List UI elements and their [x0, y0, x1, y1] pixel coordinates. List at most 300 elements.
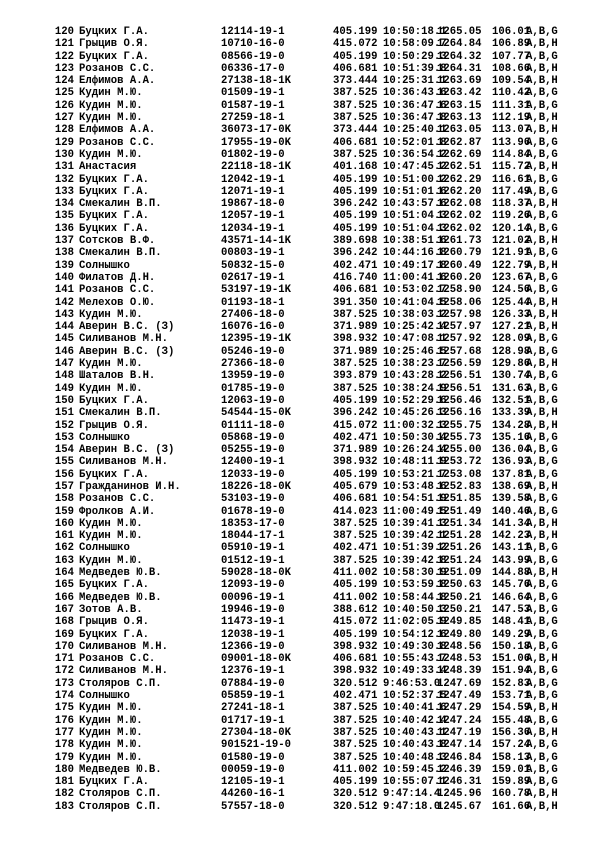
ring-number: 01111-18-0 — [221, 419, 285, 432]
fancier-name: Буцких Г.А. — [79, 579, 149, 592]
groups: A,B,H — [526, 38, 558, 51]
ring-number: 12105-19-1 — [221, 776, 285, 789]
distance-km: 389.698 — [333, 235, 378, 248]
coefficient: 136.04 — [492, 444, 531, 457]
coefficient: 128.98 — [492, 345, 531, 358]
result-row — [52, 616, 582, 628]
speed: 1253.08 — [437, 468, 482, 481]
result-row — [52, 629, 582, 641]
result-row — [52, 567, 582, 579]
groups: A,B,G — [526, 505, 558, 518]
arrival-time: 10:43:57.6 — [383, 198, 447, 211]
ring-number: 02617-19-1 — [221, 271, 285, 284]
ring-number: 18044-17-1 — [221, 530, 285, 543]
groups: A,B,G — [526, 739, 558, 752]
result-row — [52, 432, 582, 444]
arrival-time: 10:58:44.8 — [383, 591, 447, 604]
arrival-time: 10:53:02.7 — [383, 284, 447, 297]
arrival-time: 10:53:21.7 — [383, 468, 447, 481]
coefficient: 139.58 — [492, 493, 531, 506]
arrival-time: 10:47:08.1 — [383, 333, 447, 346]
arrival-time: 10:49:30.8 — [383, 640, 447, 653]
ring-number: 27138-18-1K — [221, 75, 291, 88]
groups: A,B,H — [526, 567, 558, 580]
fancier-name: Смекалин В.П. — [79, 247, 162, 260]
fancier-name: Столяров С.П. — [79, 788, 162, 801]
speed: 1260.20 — [437, 271, 482, 284]
coefficient: 121.02 — [492, 235, 531, 248]
ring-number: 19946-19-0 — [221, 603, 285, 616]
arrival-time: 10:39:42.1 — [383, 530, 447, 543]
groups: A,B,H — [526, 726, 558, 739]
fancier-name: Буцких Г.А. — [79, 222, 149, 235]
groups: A,B,G — [526, 50, 558, 63]
speed: 1247.24 — [437, 714, 482, 727]
result-row — [52, 100, 582, 112]
speed: 1263.15 — [437, 99, 482, 112]
fancier-name: Солнышко — [79, 259, 130, 272]
result-row — [52, 690, 582, 702]
place-number: 169 — [54, 628, 74, 641]
fancier-name: Солнышко — [79, 690, 130, 703]
arrival-time: 10:48:11.9 — [383, 456, 447, 469]
place-number: 179 — [54, 751, 74, 764]
ring-number: 08566-19-0 — [221, 50, 285, 63]
ring-number: 05868-19-0 — [221, 431, 285, 444]
speed: 1262.69 — [437, 148, 482, 161]
ring-number: 01580-19-0 — [221, 751, 285, 764]
result-row — [52, 420, 582, 432]
coefficient: 115.72 — [492, 161, 531, 174]
place-number: 154 — [54, 444, 74, 457]
ring-number: 22118-18-1K — [221, 161, 291, 174]
arrival-time: 10:58:30.9 — [383, 567, 447, 580]
groups: A,B,G — [526, 456, 558, 469]
fancier-name: Смекалин В.П. — [79, 198, 162, 211]
groups: A,B,G — [526, 431, 558, 444]
result-row — [52, 51, 582, 63]
coefficient: 126.33 — [492, 308, 531, 321]
ring-number: 09001-18-0K — [221, 653, 291, 666]
place-number: 132 — [54, 173, 74, 186]
ring-number: 27259-18-1 — [221, 112, 285, 125]
place-number: 141 — [54, 284, 74, 297]
fancier-name: Фролков А.И. — [79, 505, 156, 518]
arrival-time: 10:40:43.8 — [383, 739, 447, 752]
speed: 1245.67 — [437, 800, 482, 813]
ring-number: 12093-19-0 — [221, 579, 285, 592]
coefficient: 155.48 — [492, 714, 531, 727]
place-number: 151 — [54, 407, 74, 420]
fancier-name: Буцких Г.А. — [79, 50, 149, 63]
speed: 1262.20 — [437, 185, 482, 198]
place-number: 161 — [54, 530, 74, 543]
result-row — [52, 727, 582, 739]
distance-km: 405.199 — [333, 26, 378, 38]
groups: A,B,G — [526, 616, 558, 629]
speed: 1246.31 — [437, 776, 482, 789]
place-number: 171 — [54, 653, 74, 666]
speed: 1263.13 — [437, 112, 482, 125]
arrival-time: 11:00:49.5 — [383, 505, 447, 518]
ring-number: 01193-18-1 — [221, 296, 285, 309]
coefficient: 145.76 — [492, 579, 531, 592]
ring-number: 12114-19-1 — [221, 26, 285, 38]
place-number: 153 — [54, 431, 74, 444]
result-row — [52, 764, 582, 776]
groups: A,B,G — [526, 210, 558, 223]
groups: A,B,G — [526, 370, 558, 383]
place-number: 149 — [54, 382, 74, 395]
distance-km: 405.199 — [333, 173, 378, 186]
groups: A,B,H — [526, 235, 558, 248]
speed: 1252.83 — [437, 480, 482, 493]
coefficient: 120.14 — [492, 222, 531, 235]
distance-km: 396.242 — [333, 198, 378, 211]
place-number: 140 — [54, 271, 74, 284]
groups: A,B,G — [526, 690, 558, 703]
ring-number: 16076-16-0 — [221, 321, 285, 334]
arrival-time: 10:51:39.8 — [383, 62, 447, 75]
speed: 1264.84 — [437, 38, 482, 51]
coefficient: 131.63 — [492, 382, 531, 395]
ring-number: 27241-18-1 — [221, 702, 285, 715]
result-row — [52, 247, 582, 259]
speed: 1262.02 — [437, 210, 482, 223]
distance-km: 371.989 — [333, 321, 378, 334]
distance-km: 398.932 — [333, 640, 378, 653]
speed: 1248.53 — [437, 653, 482, 666]
distance-km: 411.002 — [333, 763, 378, 776]
arrival-time: 10:50:18.1 — [383, 26, 447, 38]
groups: A,B,G — [526, 333, 558, 346]
place-number: 136 — [54, 222, 74, 235]
place-number: 124 — [54, 75, 74, 88]
ring-number: 12366-19-0 — [221, 640, 285, 653]
ring-number: 12063-19-0 — [221, 394, 285, 407]
groups: A,B,G — [526, 542, 558, 555]
arrival-time: 10:49:17.8 — [383, 259, 447, 272]
result-row — [52, 260, 582, 272]
ring-number: 54544-15-0K — [221, 407, 291, 420]
fancier-name: Кудин М.Ю. — [79, 726, 143, 739]
groups: A,B,G — [526, 493, 558, 506]
groups: A,B,G — [526, 714, 558, 727]
distance-km: 393.879 — [333, 370, 378, 383]
ring-number: 01678-19-0 — [221, 505, 285, 518]
groups: A,B,G — [526, 628, 558, 641]
coefficient: 118.37 — [492, 198, 531, 211]
fancier-name: Розанов С.С. — [79, 284, 156, 297]
fancier-name: Кудин М.Ю. — [79, 112, 143, 125]
place-number: 166 — [54, 591, 74, 604]
speed: 1250.21 — [437, 591, 482, 604]
groups: A,B,G — [526, 284, 558, 297]
ring-number: 27304-18-0K — [221, 726, 291, 739]
arrival-time: 10:41:04.5 — [383, 296, 447, 309]
speed: 1251.85 — [437, 493, 482, 506]
coefficient: 129.86 — [492, 358, 531, 371]
speed: 1258.90 — [437, 284, 482, 297]
coefficient: 146.64 — [492, 591, 531, 604]
arrival-time: 10:53:48.6 — [383, 480, 447, 493]
speed: 1250.21 — [437, 603, 482, 616]
coefficient: 124.56 — [492, 284, 531, 297]
speed: 1251.09 — [437, 567, 482, 580]
arrival-time: 11:02:05.9 — [383, 616, 447, 629]
arrival-time: 10:55:43.7 — [383, 653, 447, 666]
speed: 1264.32 — [437, 50, 482, 63]
ring-number: 12071-19-1 — [221, 185, 285, 198]
place-number: 122 — [54, 50, 74, 63]
groups: A,B,H — [526, 308, 558, 321]
place-number: 182 — [54, 788, 74, 801]
speed: 1247.29 — [437, 702, 482, 715]
ring-number: 12395-19-1K — [221, 333, 291, 346]
result-row — [52, 407, 582, 419]
result-row — [52, 788, 582, 800]
groups: A,B,H — [526, 653, 558, 666]
coefficient: 107.77 — [492, 50, 531, 63]
speed: 1262.87 — [437, 136, 482, 149]
coefficient: 130.74 — [492, 370, 531, 383]
place-number: 159 — [54, 505, 74, 518]
result-row — [52, 542, 582, 554]
groups: A,B,G — [526, 763, 558, 776]
arrival-time: 10:43:28.2 — [383, 370, 447, 383]
arrival-time: 10:58:09.7 — [383, 38, 447, 51]
fancier-name: Кудин М.Ю. — [79, 308, 143, 321]
place-number: 130 — [54, 148, 74, 161]
coefficient: 112.19 — [492, 112, 531, 125]
fancier-name: Буцких Г.А. — [79, 468, 149, 481]
speed: 1256.51 — [437, 382, 482, 395]
fancier-name: Медведев Ю.В. — [79, 591, 162, 604]
groups: A,B,G — [526, 640, 558, 653]
ring-number: 18353-17-0 — [221, 517, 285, 530]
distance-km: 405.199 — [333, 222, 378, 235]
result-row — [52, 665, 582, 677]
place-number: 150 — [54, 394, 74, 407]
groups: A,B,G — [526, 665, 558, 678]
distance-km: 387.525 — [333, 530, 378, 543]
place-number: 148 — [54, 370, 74, 383]
speed: 1256.59 — [437, 358, 482, 371]
result-row — [52, 112, 582, 124]
distance-km: 401.168 — [333, 161, 378, 174]
ring-number: 19867-18-0 — [221, 198, 285, 211]
distance-km: 405.679 — [333, 480, 378, 493]
fancier-name: Силиванов М.Н. — [79, 333, 169, 346]
groups: A,B,G — [526, 382, 558, 395]
groups: A,B,G — [526, 247, 558, 260]
groups: A,B,G — [526, 751, 558, 764]
coefficient: 137.81 — [492, 468, 531, 481]
fancier-name: Буцких Г.А. — [79, 26, 149, 38]
ring-number: 12400-19-1 — [221, 456, 285, 469]
result-row — [52, 456, 582, 468]
fancier-name: Столяров С.П. — [79, 800, 162, 813]
coefficient: 106.89 — [492, 38, 531, 51]
groups: A,B,H — [526, 259, 558, 272]
coefficient: 138.69 — [492, 480, 531, 493]
result-row — [52, 297, 582, 309]
result-row — [52, 641, 582, 653]
arrival-time: 10:53:59.8 — [383, 579, 447, 592]
speed: 1256.46 — [437, 394, 482, 407]
groups: A,B,G — [526, 222, 558, 235]
arrival-time: 10:38:23.7 — [383, 358, 447, 371]
speed: 1260.79 — [437, 247, 482, 260]
distance-km: 402.471 — [333, 431, 378, 444]
groups: A,B,G — [526, 345, 558, 358]
fancier-name: Грыцив О.Я. — [79, 616, 149, 629]
arrival-time: 10:51:00.2 — [383, 173, 447, 186]
speed: 1261.73 — [437, 235, 482, 248]
arrival-time: 10:47:45.2 — [383, 161, 447, 174]
fancier-name: Буцких Г.А. — [79, 210, 149, 223]
ring-number: 01717-19-1 — [221, 714, 285, 727]
result-row — [52, 161, 582, 173]
place-number: 152 — [54, 419, 74, 432]
ring-number: 00803-19-1 — [221, 247, 285, 260]
fancier-name: Елфимов А.А. — [79, 75, 156, 88]
result-row — [52, 678, 582, 690]
groups: A,B,G — [526, 394, 558, 407]
place-number: 144 — [54, 321, 74, 334]
distance-km: 320.512 — [333, 800, 378, 813]
arrival-time: 10:25:40.1 — [383, 124, 447, 137]
ring-number: 00096-19-1 — [221, 591, 285, 604]
ring-number: 50832-15-0 — [221, 259, 285, 272]
groups: A,B,H — [526, 530, 558, 543]
distance-km: 387.525 — [333, 308, 378, 321]
fancier-name: Аверин В.С. (З) — [79, 321, 175, 334]
arrival-time: 10:40:50.3 — [383, 603, 447, 616]
fancier-name: Мелехов О.Ю. — [79, 296, 156, 309]
distance-km: 373.444 — [333, 124, 378, 137]
speed: 1249.80 — [437, 628, 482, 641]
coefficient: 108.66 — [492, 62, 531, 75]
coefficient: 125.44 — [492, 296, 531, 309]
arrival-time: 10:40:43.1 — [383, 726, 447, 739]
coefficient: 148.41 — [492, 616, 531, 629]
fancier-name: Розанов С.С. — [79, 653, 156, 666]
speed: 1255.00 — [437, 444, 482, 457]
distance-km: 402.471 — [333, 542, 378, 555]
distance-km: 387.525 — [333, 112, 378, 125]
place-number: 163 — [54, 554, 74, 567]
place-number: 127 — [54, 112, 74, 125]
place-number: 165 — [54, 579, 74, 592]
distance-km: 388.612 — [333, 603, 378, 616]
ring-number: 59028-18-0K — [221, 567, 291, 580]
speed: 1263.42 — [437, 87, 482, 100]
result-row — [52, 506, 582, 518]
distance-km: 387.525 — [333, 517, 378, 530]
distance-km: 415.072 — [333, 38, 378, 51]
distance-km: 396.242 — [333, 247, 378, 260]
ring-number: 12034-19-1 — [221, 222, 285, 235]
arrival-time: 10:25:31.1 — [383, 75, 447, 88]
coefficient: 132.51 — [492, 394, 531, 407]
speed: 1251.24 — [437, 554, 482, 567]
result-row — [52, 63, 582, 75]
coefficient: 147.53 — [492, 603, 531, 616]
result-row — [52, 469, 582, 481]
distance-km: 405.199 — [333, 628, 378, 641]
groups: A,B,H — [526, 198, 558, 211]
coefficient: 151.94 — [492, 665, 531, 678]
arrival-time: 10:40:48.3 — [383, 751, 447, 764]
fancier-name: Силиванов М.Н. — [79, 456, 169, 469]
place-number: 139 — [54, 259, 74, 272]
arrival-time: 10:36:47.6 — [383, 99, 447, 112]
place-number: 178 — [54, 739, 74, 752]
result-row — [52, 776, 582, 788]
distance-km: 387.525 — [333, 358, 378, 371]
distance-km: 405.199 — [333, 394, 378, 407]
fancier-name: Буцких Г.А. — [79, 185, 149, 198]
distance-km: 405.199 — [333, 185, 378, 198]
result-row — [52, 555, 582, 567]
fancier-name: Кудин М.Ю. — [79, 517, 143, 530]
distance-km: 387.525 — [333, 726, 378, 739]
place-number: 158 — [54, 493, 74, 506]
arrival-time: 9:47:14.4 — [383, 788, 441, 801]
result-row — [52, 752, 582, 764]
groups: A,B,G — [526, 173, 558, 186]
result-row — [52, 321, 582, 333]
coefficient: 135.16 — [492, 431, 531, 444]
ring-number: 57557-18-0 — [221, 800, 285, 813]
ring-number: 36073-17-0K — [221, 124, 291, 137]
place-number: 135 — [54, 210, 74, 223]
result-row — [52, 530, 582, 542]
coefficient: 157.24 — [492, 739, 531, 752]
groups: A,B,H — [526, 358, 558, 371]
fancier-name: Грыцив О.Я. — [79, 38, 149, 51]
fancier-name: Солнышко — [79, 431, 130, 444]
speed: 1255.73 — [437, 431, 482, 444]
speed: 1246.84 — [437, 751, 482, 764]
result-row — [52, 801, 582, 813]
ring-number: 01509-19-1 — [221, 87, 285, 100]
results-list — [52, 26, 582, 813]
distance-km: 402.471 — [333, 259, 378, 272]
arrival-time: 10:55:07.1 — [383, 776, 447, 789]
arrival-time: 10:54:12.6 — [383, 628, 447, 641]
place-number: 173 — [54, 677, 74, 690]
groups: A,B,G — [526, 591, 558, 604]
distance-km: 415.072 — [333, 616, 378, 629]
result-row — [52, 592, 582, 604]
place-number: 160 — [54, 517, 74, 530]
fancier-name: Сотсков В.Ф. — [79, 235, 156, 248]
result-row — [52, 137, 582, 149]
place-number: 120 — [54, 26, 74, 38]
groups: A,B,G — [526, 554, 558, 567]
distance-km: 371.989 — [333, 444, 378, 457]
groups: A,B,H — [526, 788, 558, 801]
ring-number: 01802-19-0 — [221, 148, 285, 161]
coefficient: 152.83 — [492, 677, 531, 690]
ring-number: 901521-19-0 — [221, 739, 291, 752]
coefficient: 144.88 — [492, 567, 531, 580]
coefficient: 160.78 — [492, 788, 531, 801]
fancier-name: Медведев Ю.В. — [79, 763, 162, 776]
result-row — [52, 333, 582, 345]
